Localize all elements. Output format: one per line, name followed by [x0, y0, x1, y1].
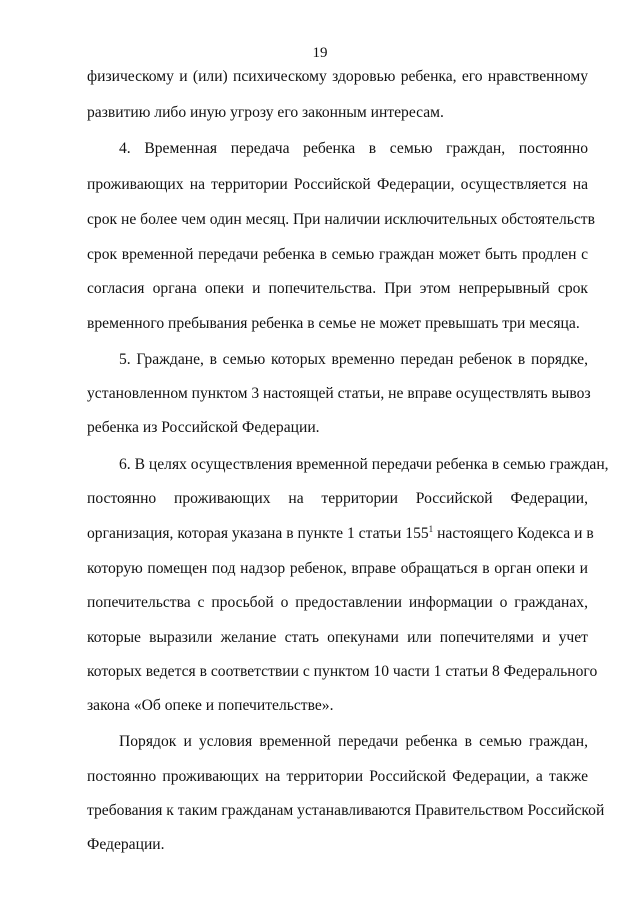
text-line: ребенка из Российской Федерации.: [87, 419, 320, 436]
text-line: 6. В целях осуществления временной передачи ребенка в семью граждан,: [119, 456, 609, 473]
text-line: постоянно проживающих на территории Российской Федерации,: [87, 490, 588, 507]
text-line: проживающих на территории Российской Федерации, осуществляется на: [87, 176, 588, 193]
text-segment: настоящего Кодекса и в: [433, 525, 594, 542]
text-line: 4. Временная передача ребенка в семью граждан, постоянно: [119, 140, 588, 157]
text-line: попечительства с просьбой о предоставлении информации о гражданах,: [87, 594, 588, 611]
text-line: согласия органа опеки и попечительства. При этом непрерывный срок: [87, 280, 588, 297]
text-line: физическому и (или) психическому здоровью ребенка, его нравственному: [87, 68, 588, 85]
text-line: развитию либо иную угрозу его законным интересам.: [87, 104, 444, 121]
text-segment: организация, которая указана в пункте 1 статьи 155: [87, 525, 429, 542]
text-line: срок временной передачи ребенка в семью граждан может быть продлен с: [87, 246, 588, 263]
text-line: которую помещен под надзор ребенок, вправе обращаться в орган опеки и: [87, 560, 588, 577]
text-line: временного пребывания ребенка в семье не может превышать три месяца.: [87, 315, 580, 332]
text-line: Федерации.: [87, 836, 165, 853]
page-number: 19: [312, 45, 328, 61]
text-line: срок не более чем один месяц. При наличии исключительных обстоятельств: [87, 211, 595, 228]
text-line: закона «Об опеке и попечительстве».: [87, 697, 334, 714]
text-line: установленном пунктом 3 настоящей статьи, не вправе осуществлять вывоз: [87, 385, 591, 402]
text-line: которых ведется в соответствии с пунктом 10 части 1 статьи 8 Федерального: [87, 663, 598, 680]
text-line: требования к таким гражданам устанавливаются Правительством Российской: [87, 802, 605, 819]
text-line: постоянно проживающих на территории Российской Федерации, а также: [87, 768, 588, 785]
text-line: Порядок и условия временной передачи ребенка в семью граждан,: [119, 733, 588, 750]
text-line: 5. Граждане, в семью которых временно передан ребенок в порядке,: [119, 351, 588, 368]
text-line: которые выразили желание стать опекунами или попечителями и учет: [87, 629, 588, 646]
superscript: 1: [428, 524, 434, 534]
text-line: [87, 523, 594, 545]
